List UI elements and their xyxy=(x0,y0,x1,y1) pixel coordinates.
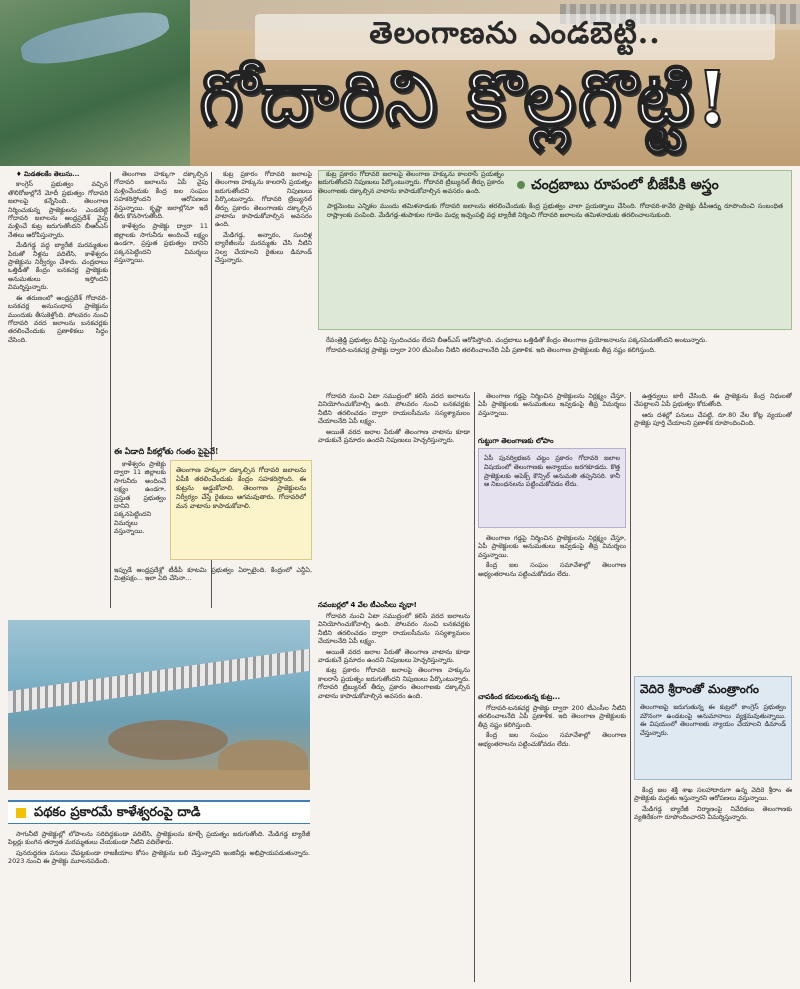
right-main-text xyxy=(318,336,792,386)
quote-box-yellow xyxy=(170,460,312,560)
body-paragraph: కుట్ర ప్రకారం గోదావరి జలాలపై తెలంగాణ హక్కును కాలరాసే ప్రయత్నం జరుగుతోందని నిపుణులు పేర్కొంటున్నారు. గోదావరి ట్రిబ్యునల్ తీర్పు ప్రకారం తెలంగాణకు దక్కాల్సిన వాటాను కాపాడుకోవాల్సిన అవసరం ఉంది. xyxy=(318,170,504,195)
green-box-text: పార్లమెంటు ఎన్నికల ముందు తమిళనాడుకు గోదావరి జలాలను తరలించేందుకు కేంద్ర ప్రభుత్వం చాలా ప్రయత్నాలు చేసింది. గోదావరి-కావేరి ప్రాజెక్టు డీపీఆర్ను రూపొందించి సంబంధిత రాష్ట్రాలకు పంపింది. మేడిగడ్డ-తుపాకుల గూడెం మధ్య ఇచ్చంపల్లి వద్ద బ్యారేజీ నిర్మించి గోదావరి జలాలను తమిళనాడుకు తరలించాలనుకుంది. xyxy=(327,202,783,219)
section-heading: పథకం ప్రకారమే కాళేశ్వరంపై దాడి xyxy=(34,805,201,820)
body-paragraph: తెలంగాణ హక్కుగా దక్కాల్సిన గోదావరి జలాలను ఏపీ వైపు మళ్లించేందుకు కేంద్ర జల సంఘం సహకరిస్తోందని ఆరోపణలు వస్తున్నాయి. కృష్ణా జలాల్లోనూ ఇదే తీరు కొనసాగుతోంది. xyxy=(114,170,208,221)
column-6-heading: గుట్టుగా తెలంగాణకు లోపాం xyxy=(478,437,554,445)
body-paragraph: కేంద్ర జల సంఘం సమావేశాల్లో తెలంగాణ అభ్యంతరాలను పట్టించుకోవడం లేదు. xyxy=(478,731,626,748)
body-paragraph: పునరుద్ధరణ పనులు చేపట్టకుండా రాజకీయాల కోసం ప్రాజెక్టును బలి చేస్తున్నారని ఇంజినీర్లు అభిప్రాయపడుతున్నారు. 2023 నుంచి ఈ ప్రాజెక్టు మూలనపడింది. xyxy=(8,848,310,866)
column-4-top xyxy=(318,170,504,330)
body-paragraph: సాగునీటి ప్రాజెక్టుల్లో లోపాలను సరిదిద్దకుండా వదిలేసి, ప్రాజెక్టులను కూల్చే ప్రయత్నం జరుగుతోంది. మేడిగడ్డ బ్యారేజీ పిల్లర్లు కుంగిన తర్వాత మరమ్మతులు చేయకుండా నీటిని వదిలేశారు. xyxy=(8,830,310,847)
column-2 xyxy=(114,170,208,440)
lavender-box-text: ఏపీ పునర్విభజన చట్టం ప్రకారం గోదావరి జలాల విషయంలో తెలంగాణకు అన్యాయం జరగకూడదు. కొత్త ప్రాజెక్టులకు అపెక్స్ కౌన్సిల్ అనుమతి తప్పనిసరి. కానీ ఆ నిబంధనలను పట్టించుకోవడం లేదు. xyxy=(484,454,620,489)
column-7 xyxy=(634,392,792,672)
body-paragraph: రేవంత్రెడ్డి ప్రభుత్వం దీనిపై స్పందించడం లేదని బీఆర్ఎస్ ఆరోపిస్తోంది. చంద్రబాబు ఒత్తిడితో కేంద్రం తెలంగాణ ప్రయోజనాలను పక్కనపెడుతోందని అంటున్నారు. xyxy=(326,336,708,344)
section-heading-bar xyxy=(8,800,310,824)
green-box-title xyxy=(517,177,783,196)
lead-paragraph: మేడిగడ్డ వద్ద బ్యారేజీ మరమ్మతుల పేరుతో నీళ్లను వదిలేసి, కాళేశ్వరం ప్రాజెక్టును నిర్వీర్యం చేశారు. చంద్రబాబు ఒత్తిడితో కేంద్రం బనకచర్ల ప్రాజెక్టుకు అనుమతులు ఇస్తోందని విమర్శిస్తున్నారు. xyxy=(8,241,108,292)
body-paragraph: గోదావరి నుంచి ఏటా సముద్రంలో కలిసే వరద జలాలను వినియోగించుకోవాల్సి ఉంది. పోలవరం నుంచి బనకచర్లకు నీటిని తరలించడం ద్వారా రాయలసీమను సస్యశ్యామలం చేయాలనేది ఏపీ లక్ష్యం. xyxy=(318,392,470,426)
body-paragraph: తెలంగాణ గడ్డపై నిర్మించిన ప్రాజెక్టులను నిర్లక్ష్యం చేస్తూ, ఏపీ ప్రాజెక్టులకు అనుమతులు ఇవ్వడంపై తీవ్ర విమర్శలు వస్తున్నాయి. xyxy=(478,534,626,559)
body-paragraph: కుట్ర ప్రకారం గోదావరి జలాలపై తెలంగాణ హక్కును కాలరాసే ప్రయత్నం జరుగుతోందని నిపుణులు పేర్కొంటున్నారు. గోదావరి ట్రిబ్యునల్ తీర్పు ప్రకారం తెలంగాణకు దక్కాల్సిన వాటాను కాపాడుకోవాల్సిన అవసరం ఉంది. xyxy=(318,666,470,700)
lavender-quote-box xyxy=(478,448,626,528)
small-heading: ఈ ఏడాది పీకల్లోతు గంతం పైపైనే! xyxy=(114,446,219,456)
body-paragraph: అయితే వరద జలాల పేరుతో తెలంగాణ వాటాను కూడా వాడుకునే ప్రమాదం ఉందని నిపుణులు హెచ్చరిస్తున్నారు. xyxy=(318,647,470,665)
mid-column-heading: నవంబర్లలో 4 వేల టీఎంసీలు వృధా! xyxy=(318,601,417,609)
lead-paragraph: కాంగ్రెస్ ప్రభుత్వం వచ్చిన తొలిరోజుల్లోనే మోదీ ప్రభుత్వం గోదావరి జలాలపై కన్నేసింది. తెలంగాణ నిర్మించుకున్న ప్రాజెక్టులను ఎండబెట్టి గోదావరి జలాలను ఆంధ్రప్రదేశ్ వైపు మళ్లించే కుట్ర జరుగుతోందని బీఆర్ఎస్ నేతలు ఆరోపిస్తున్నారు. xyxy=(8,180,108,239)
blue-box-title: వెదిరె శ్రీరాంతో మంత్రాంగం xyxy=(640,682,759,696)
lead-paragraph: ఈ తరుణంలో ఆంధ్రప్రదేశ్ గోదావరి-బనకచర్ల అనుసంధాన ప్రాజెక్టును ముందుకు తీసుకెళ్తోంది. పోలవరం నుంచి గోదావరి వరద జలాలను బనకచర్లకు తరలించేందుకు ప్రణాళికలు సిద్ధం చేసింది. xyxy=(8,293,108,344)
body-paragraph: ఆరు దశల్లో పనులు చేపట్టి, రూ.80 వేల కోట్ల వ్యయంతో ప్రాజెక్టు పూర్తి చేయాలని ప్రణాళిక రూపొందించింది. xyxy=(634,410,792,428)
body-paragraph: కేంద్ర జల సంఘం సమావేశాల్లో తెలంగాణ అభ్యంతరాలను పట్టించుకోవడం లేదు. xyxy=(478,561,626,578)
masthead-photo xyxy=(0,0,800,166)
bullet-icon xyxy=(517,181,525,189)
column-5 xyxy=(318,392,470,592)
body-paragraph: కాళేశ్వరం ప్రాజెక్టు ద్వారా 11 జిల్లాలకు సాగునీరు అందించే లక్ష్యం ఉండగా, ప్రస్తుత ప్రభుత్వం దానిని పక్కనపెట్టిందని విమర్శలు వస్తున్నాయి. xyxy=(114,460,166,536)
body-paragraph: మేడిగడ్డ బ్యారేజీ నిర్మాణంపై నివేదికలు తెలంగాణకు వ్యతిరేకంగా రూపొందించారని విమర్శిస్తున్నారు. xyxy=(634,804,792,822)
column-6-heading-2: చాపకింద కదులుతున్న కుట్ర... xyxy=(478,693,561,701)
body-paragraph: మేడిగడ్డ, అన్నారం, సుందిళ్ల బ్యారేజీలను మరమ్మతు చేసి నీటిని నిల్వ చేయాలని రైతులు డిమాండ్ చేస్తున్నారు. xyxy=(215,230,312,265)
dateline: ♦ మిడతలకేం తెలుసు... xyxy=(16,170,80,178)
footer-caption: ఇప్పుడే ఆంధ్రప్రదేశ్లో టీడీపీ కూటమి ప్రభుత్వం ఏర్పాటైంది. కేంద్రంలో ఎన్డీఏ, మిత్రపక్షం... ఇలా ఏది చేసినా... xyxy=(114,566,312,583)
main-headline: గోదారిని కొల్లగొట్టి! xyxy=(199,56,731,142)
body-paragraph: కుట్ర ప్రకారం గోదావరి జలాలపై తెలంగాణ హక్కును కాలరాసే ప్రయత్నం జరుగుతోందని నిపుణులు పేర్కొంటున్నారు. గోదావరి ట్రిబ్యునల్ తీర్పు ప్రకారం తెలంగాణకు దక్కాల్సిన వాటాను కాపాడుకోవాల్సిన అవసరం ఉంది. xyxy=(215,170,312,229)
column-3 xyxy=(215,170,312,440)
bottom-left-text xyxy=(8,830,310,982)
headline-kicker: తెలంగాణను ఎండబెట్టి.. xyxy=(255,14,775,60)
column-6-top xyxy=(478,392,626,432)
square-bullet-icon xyxy=(16,808,26,818)
blue-box-text: తెలంగాణపై జరుగుతున్న ఈ కుట్రలో కాంగ్రెస్ ప్రభుత్వం మౌనంగా ఉండటంపై అనుమానాలు వ్యక్తమవుతున్నాయి. ఈ విషయంలో తెలంగాణకు న్యాయం చేయాలని డిమాండ్ చేస్తున్నారు. xyxy=(640,703,786,737)
body-paragraph: అయితే వరద జలాల పేరుతో తెలంగాణ వాటాను కూడా వాడుకునే ప్రమాదం ఉందని నిపుణులు హెచ్చరిస్తున్నారు. xyxy=(318,427,470,445)
barrage-photo xyxy=(8,620,310,790)
body-paragraph: గోదావరి నుంచి ఏటా సముద్రంలో కలిసే వరద జలాలను వినియోగించుకోవాల్సి ఉంది. పోలవరం నుంచి బనకచర్లకు నీటిని తరలించడం ద్వారా రాయలసీమను సస్యశ్యామలం చేయాలనేది ఏపీ లక్ష్యం. xyxy=(318,612,470,646)
column-6-bottom xyxy=(478,704,626,982)
body-paragraph: కాళేశ్వరం ప్రాజెక్టు ద్వారా 11 జిల్లాలకు సాగునీరు అందించే లక్ష్యం ఉండగా, ప్రస్తుత ప్రభుత్వం దానిని పక్కనపెట్టిందని విమర్శలు వస్తున్నాయి. xyxy=(114,222,208,265)
body-paragraph: తెలంగాణ గడ్డపై నిర్మించిన ప్రాజెక్టులను నిర్లక్ష్యం చేస్తూ, ఏపీ ప్రాజెక్టులకు అనుమతులు ఇవ్వడంపై తీవ్ర విమర్శలు వస్తున్నాయి. xyxy=(478,392,626,417)
body-paragraph: ఉత్తర్వులు జారీ చేసింది. ఈ ప్రాజెక్టును కేంద్ర నిధులతో చేపట్టాలని ఏపీ ప్రభుత్వం కోరుతోంది. xyxy=(634,392,792,409)
blue-feature-box xyxy=(634,676,792,780)
body-paragraph: గోదావరి-బనకచర్ల ప్రాజెక్టు ద్వారా 200 టీఎంసీల నీటిని తరలించాలనేది ఏపీ ప్రణాళిక. ఇది తెలంగాణ ప్రాజెక్టులకు తీవ్ర నష్టం కలిగిస్తుంది. xyxy=(326,346,656,355)
side-text xyxy=(114,460,166,560)
body-paragraph: గోదావరి-బనకచర్ల ప్రాజెక్టు ద్వారా 200 టీఎంసీల నీటిని తరలించాలనేది ఏపీ ప్రణాళిక. ఇది తెలంగాణ ప్రాజెక్టులకు తీవ్ర నష్టం కలిగిస్తుంది. xyxy=(478,704,626,729)
body-paragraph: కేంద్ర జల శక్తి శాఖ సలహాదారుగా ఉన్న వెదిరె శ్రీరాం ఈ ప్రాజెక్టుకు మద్దతు ఇస్తున్నారని ఆరోపణలు వస్తున్నాయి. xyxy=(634,786,792,803)
green-box-title-text: చంద్రబాబు రూపంలో బీజేపీకి అస్త్రం xyxy=(531,177,719,193)
lead-column xyxy=(8,170,108,610)
quote-text: తెలంగాణ హక్కుగా దక్కాల్సిన గోదావరి జలాలను ఏపీకి తరలించేందుకు కేంద్రం సహకరిస్తోంది. ఈ కుట్రను అడ్డుకోవాలి. తెలంగాణ ప్రాజెక్టులను నిర్వీర్యం చేస్తే రైతులు ఆగమవుతారు. గోదావరిలో మన వాటాను కాపాడుకోవాలి. xyxy=(176,466,306,510)
column-5-bottom xyxy=(318,612,470,982)
column-7-bottom xyxy=(634,786,792,982)
column-6-body xyxy=(478,534,626,684)
